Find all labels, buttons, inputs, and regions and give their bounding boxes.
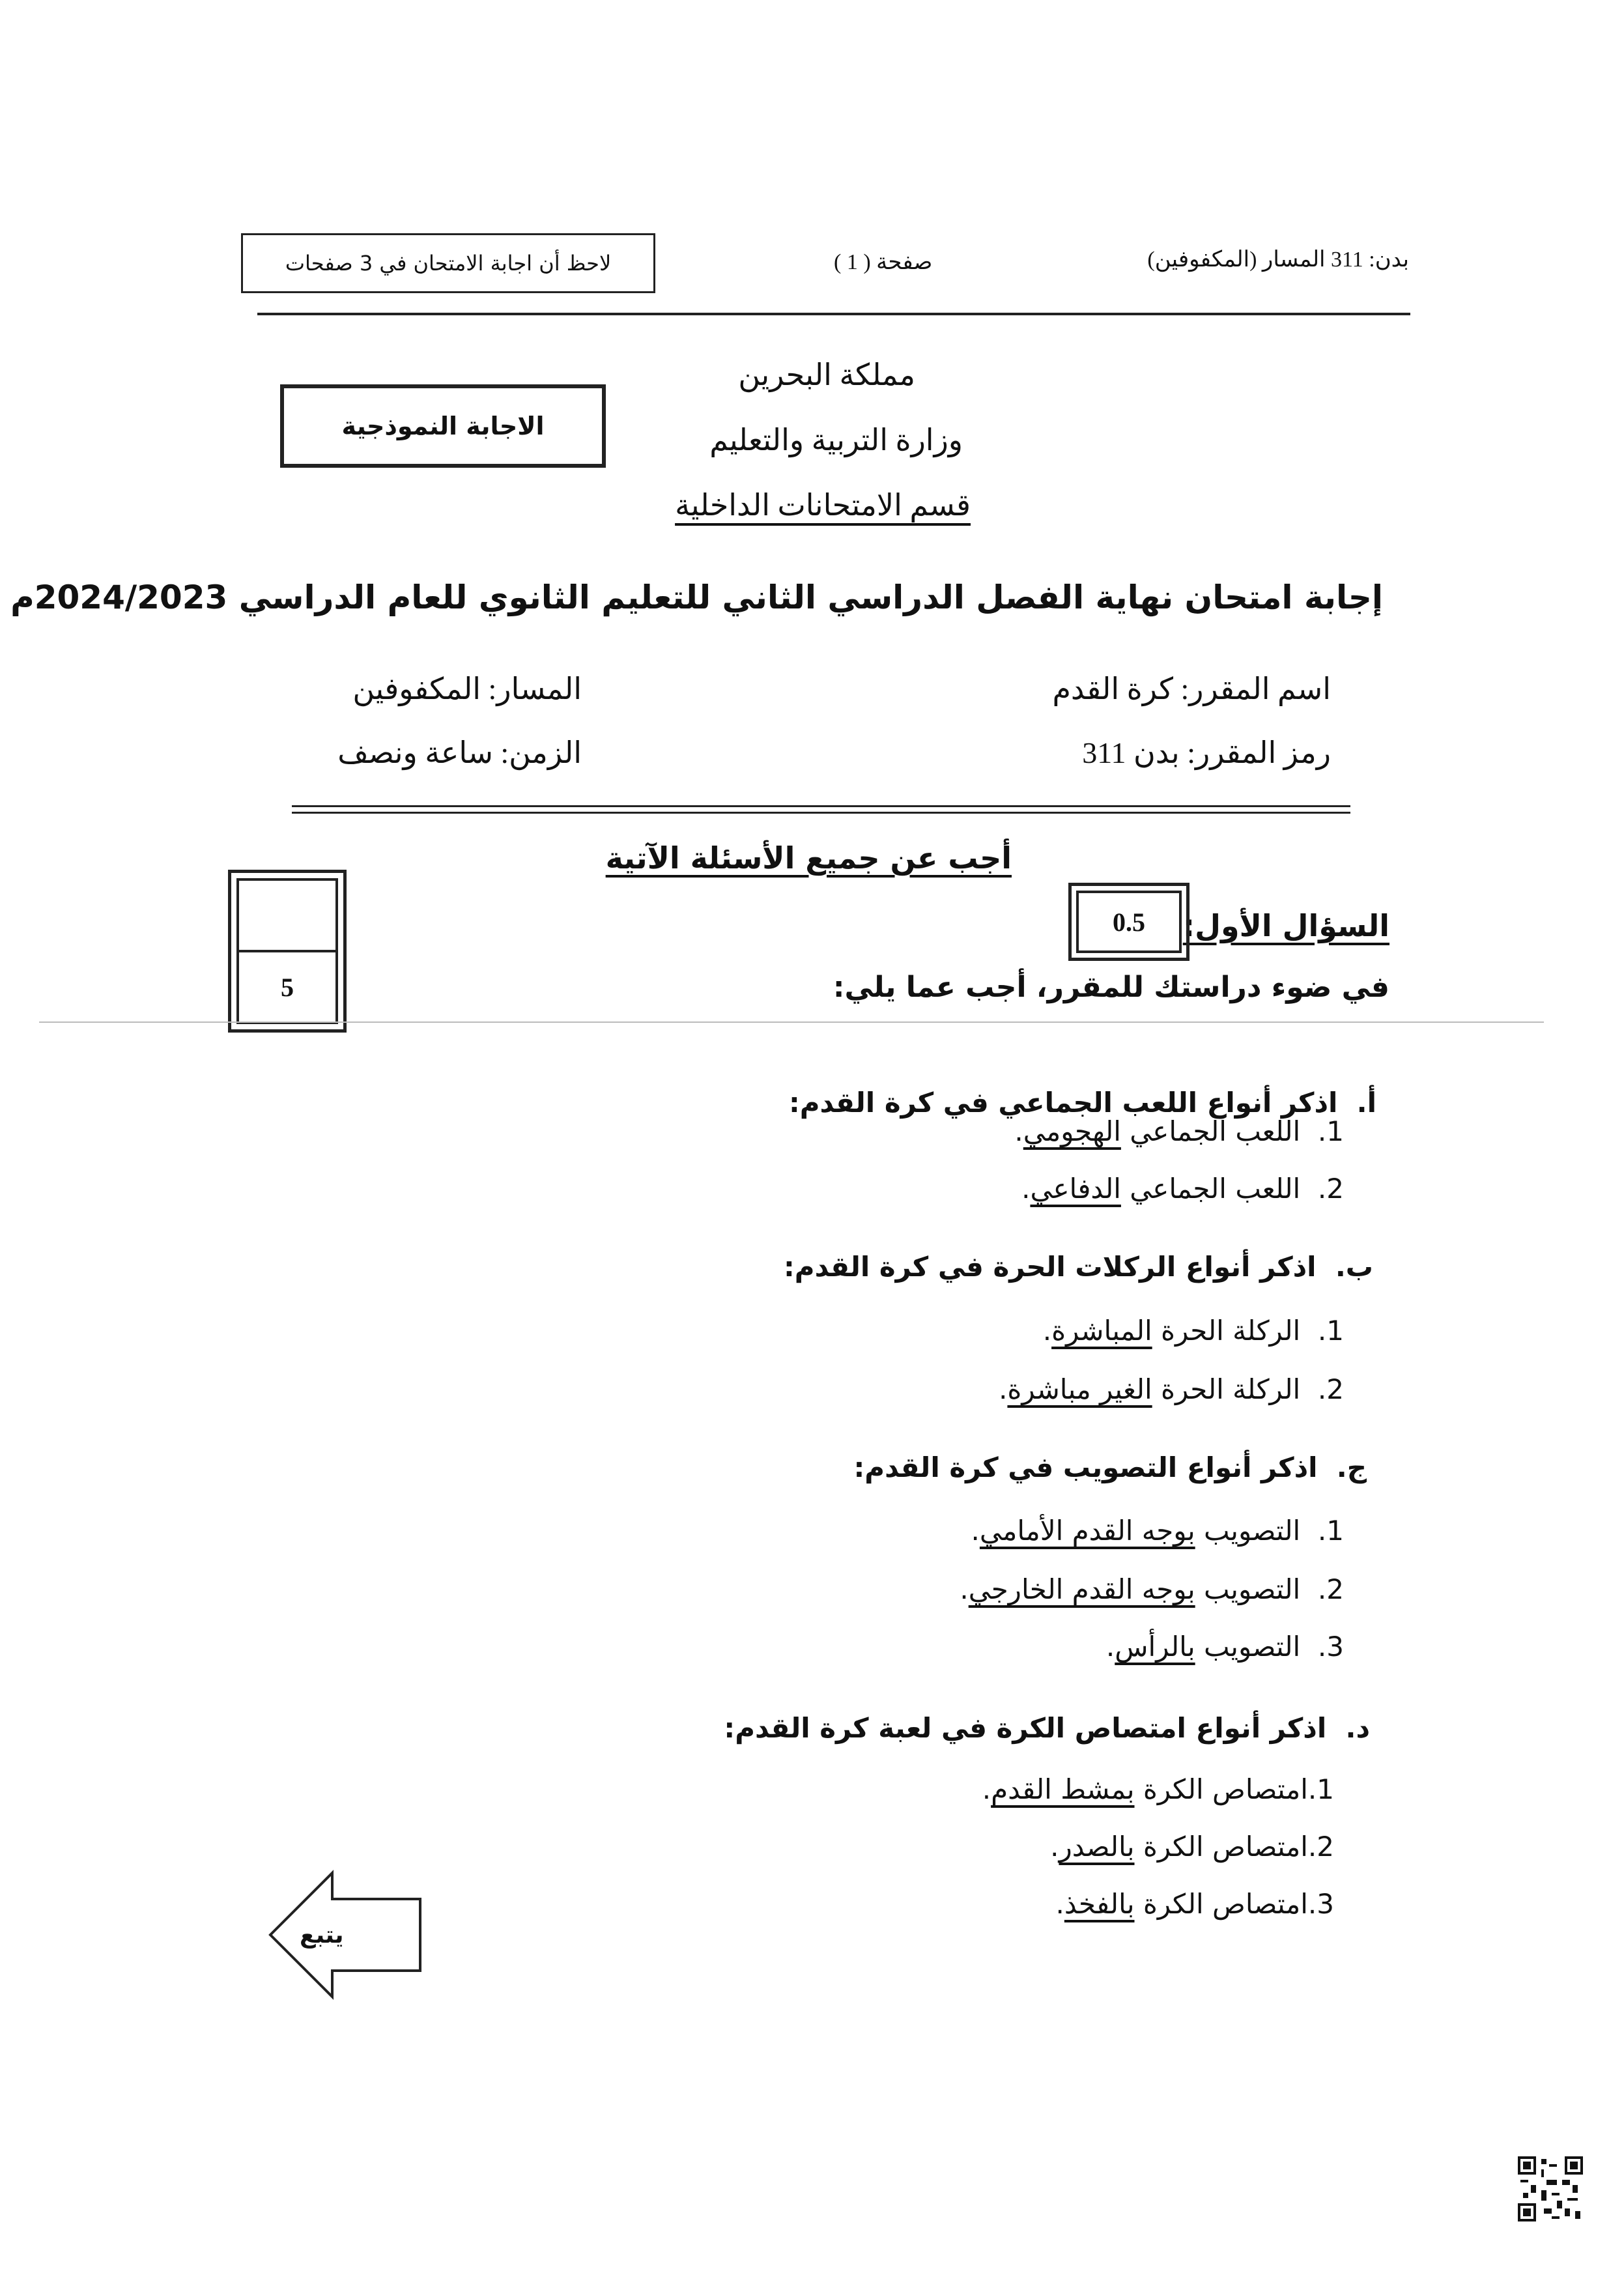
answer-number: 2.: [1317, 1173, 1344, 1205]
kingdom-name: مملكة البحرين: [738, 358, 915, 392]
part-c-letter: ج.: [1336, 1451, 1367, 1483]
answer-key: بالصدر: [1059, 1831, 1135, 1863]
question-1-label: السؤال الأول:: [1182, 908, 1389, 943]
scan-line: [39, 1021, 1544, 1023]
double-rule-bottom: [292, 812, 1350, 814]
answer-lead: اللعب الجماعي: [1120, 1115, 1301, 1147]
part-d-text: اذكر أنواع امتصاص الكرة في لعبة كرة القدم:: [724, 1712, 1327, 1744]
answer-key: الغير مباشرة: [1007, 1373, 1152, 1405]
answer-lead: امتصاص الكرة: [1134, 1831, 1308, 1863]
part-c-prompt: [853, 1451, 1367, 1483]
answer-lead: امتصاص الكرة: [1134, 1888, 1308, 1920]
answer-a1: [1014, 1115, 1344, 1147]
answer-b1: [1043, 1315, 1344, 1347]
answer-key: الهجومي: [1023, 1115, 1121, 1147]
question-intro: في ضوء دراستك للمقرر، أجب عما يلي:: [833, 971, 1389, 1004]
part-b-letter: ب.: [1335, 1251, 1373, 1283]
answer-key: بوجه القدم الأمامي: [979, 1515, 1195, 1547]
answer-number: 3.: [1317, 1631, 1344, 1663]
question-score: 0.5: [1076, 891, 1182, 953]
answer-end: .: [1042, 1315, 1052, 1347]
model-answer-box: الاجابة النموذجية: [280, 384, 606, 468]
answer-end: .: [982, 1773, 991, 1805]
answer-key: بمشط القدم: [991, 1773, 1135, 1805]
answer-number: 3.: [1307, 1888, 1334, 1920]
course-path: بدن: 311 المسار (المكفوفين): [1147, 248, 1409, 272]
grade-total: 5: [239, 950, 335, 1021]
part-c-text: اذكر أنواع التصويب في كرة القدم:: [853, 1451, 1318, 1483]
answer-key: الدفاعي: [1030, 1173, 1121, 1205]
answer-number: 2.: [1317, 1373, 1344, 1405]
answer-key: بالفخذ: [1064, 1888, 1135, 1920]
answer-end: .: [971, 1515, 980, 1547]
answer-lead: الركلة الحرة: [1152, 1315, 1301, 1347]
continue-label: يتبع: [300, 1922, 344, 1949]
exam-pages-note: لاحظ أن اجابة الامتحان في 3 صفحات: [241, 233, 655, 293]
answer-number: 1.: [1317, 1115, 1344, 1147]
exam-title: إجابة امتحان نهاية الفصل الدراسي الثاني للتعليم الثانوي للعام الدراسي 2024/2023م: [10, 578, 1383, 616]
part-a-prompt: [789, 1087, 1376, 1119]
ministry-name: وزارة التربية والتعليم: [709, 423, 963, 457]
part-d-letter: د.: [1345, 1712, 1370, 1744]
course-code: رمز المقرر: بدن 311: [1082, 736, 1331, 769]
answer-number: 2.: [1317, 1573, 1344, 1605]
course-name: اسم المقرر: كرة القدم: [1052, 672, 1331, 706]
answer-lead: التصويب: [1195, 1631, 1301, 1663]
answer-end: .: [1050, 1831, 1059, 1863]
answer-lead: الركلة الحرة: [1152, 1373, 1301, 1405]
answer-end: .: [960, 1573, 969, 1605]
answer-a2: [1021, 1173, 1344, 1205]
answer-end: .: [1014, 1115, 1023, 1147]
header-divider: [257, 313, 1410, 315]
left-arrow-icon: [267, 1870, 423, 2000]
question-score-box: [1068, 883, 1190, 961]
part-a-letter: أ.: [1356, 1087, 1376, 1119]
part-b-prompt: [784, 1251, 1373, 1283]
grade-obtained: [239, 881, 335, 950]
answer-d1: [982, 1773, 1334, 1805]
answer-lead: التصويب: [1195, 1515, 1301, 1547]
answer-number: 1.: [1307, 1773, 1334, 1805]
answer-end: .: [1105, 1631, 1115, 1663]
answer-end: .: [1021, 1173, 1031, 1205]
answer-lead: التصويب: [1195, 1573, 1301, 1605]
instruction-heading: أجب عن جميع الأسئلة الآتية: [605, 840, 1012, 876]
answer-key: بوجه القدم الخارجي: [968, 1573, 1195, 1605]
answer-c1: [971, 1515, 1344, 1547]
answer-end: .: [1055, 1888, 1064, 1920]
department-name: قسم الامتحانات الداخلية: [675, 489, 971, 522]
answer-number: 1.: [1317, 1515, 1344, 1547]
grade-box: [228, 870, 347, 1033]
part-d-prompt: [724, 1712, 1370, 1744]
double-rule-top: [292, 805, 1350, 807]
answer-c2: [960, 1573, 1344, 1605]
answer-key: المباشرة: [1051, 1315, 1152, 1347]
part-a-text: اذكر أنواع اللعب الجماعي في كرة القدم:: [788, 1087, 1338, 1119]
answer-c3: [1106, 1631, 1344, 1663]
part-b-text: اذكر أنواع الركلات الحرة في كرة القدم:: [784, 1251, 1317, 1283]
answer-lead: اللعب الجماعي: [1120, 1173, 1301, 1205]
answer-lead: امتصاص الكرة: [1134, 1773, 1308, 1805]
answer-d2: [1050, 1831, 1334, 1863]
duration: الزمن: ساعة ونصف: [337, 736, 582, 769]
track: المسار: المكفوفين: [352, 672, 582, 706]
answer-b2: [999, 1373, 1344, 1405]
answer-number: 2.: [1307, 1831, 1334, 1863]
qr-code-icon: [1518, 2156, 1583, 2221]
page-number: صفحة ( 1 ): [834, 250, 933, 274]
answer-key: بالرأس: [1115, 1631, 1195, 1663]
answer-d3: [1055, 1888, 1334, 1920]
answer-end: .: [999, 1373, 1008, 1405]
answer-number: 1.: [1317, 1315, 1344, 1347]
